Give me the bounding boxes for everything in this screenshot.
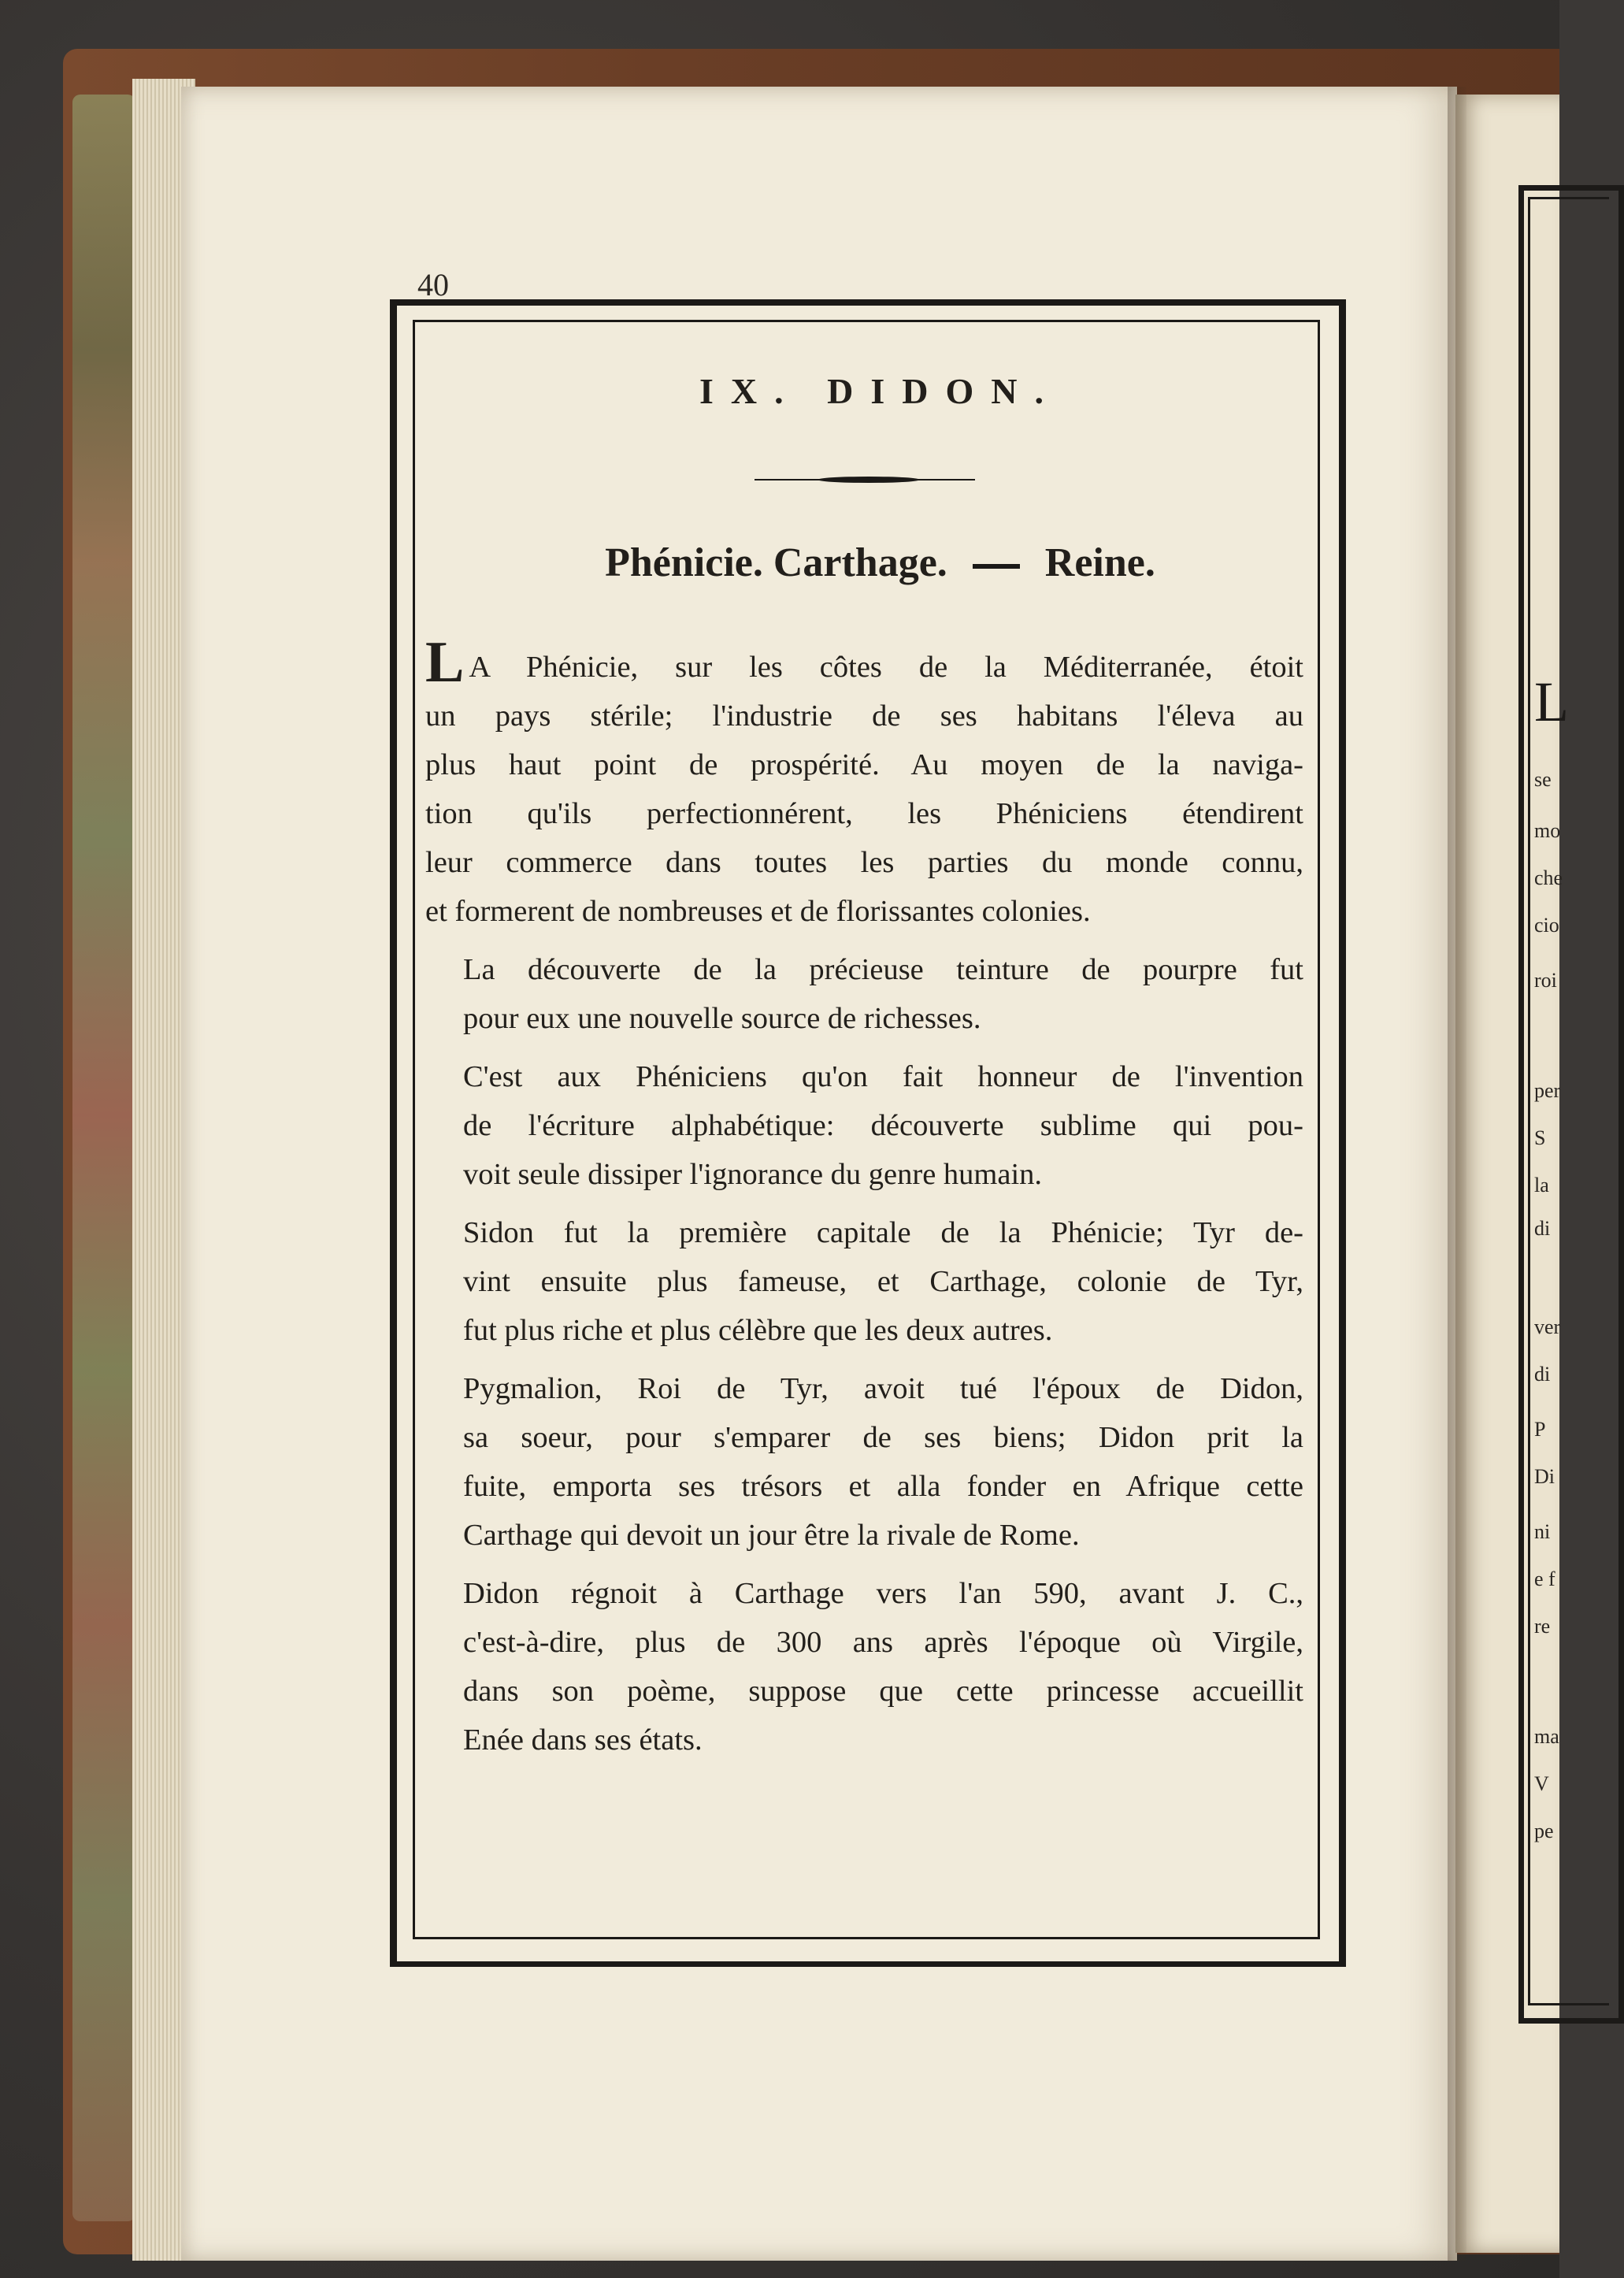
facing-page-fragment: e f bbox=[1534, 1568, 1555, 1590]
facing-page-fragment: re bbox=[1534, 1615, 1551, 1638]
facing-page-fragment: V bbox=[1534, 1772, 1549, 1795]
text-line: et formerent de nombreuses et de florissantes colonies. bbox=[425, 895, 1091, 928]
page-number: 40 bbox=[417, 267, 449, 302]
paragraph bbox=[425, 1052, 1303, 1199]
facing-page-fragment: ma bbox=[1534, 1725, 1559, 1748]
text-line: vint ensuite plus fameuse, et Carthage, colonie de Tyr, bbox=[463, 1265, 1303, 1298]
text-line: plus haut point de prospérité. Au moyen de la naviga- bbox=[425, 748, 1303, 781]
body-text bbox=[425, 630, 1303, 1764]
text-line: un pays stérile; l'industrie de ses habitans l'éleva au bbox=[425, 699, 1303, 733]
text-line: Pygmalion, Roi de Tyr, avoit tué l'époux de Didon, bbox=[463, 1372, 1303, 1405]
facing-page-fragment: per bbox=[1534, 1079, 1561, 1102]
text-line: dans son poème, suppose que cette princesse accueillit bbox=[463, 1675, 1303, 1708]
facing-page-fragment: di bbox=[1534, 1363, 1551, 1386]
text-line: c'est-à-dire, plus de 300 ans après l'époque où Virgile, bbox=[463, 1626, 1303, 1659]
subtitle-role: Reine. bbox=[1044, 540, 1155, 585]
paragraph bbox=[425, 1569, 1303, 1764]
facing-page-dropcap: L bbox=[1534, 670, 1569, 733]
text-line: pour eux une nouvelle source de richesses. bbox=[463, 1002, 981, 1035]
facing-page-fragment: pe bbox=[1534, 1820, 1554, 1842]
facing-page-fragment: Di bbox=[1534, 1465, 1555, 1488]
text-line-rest: A Phénicie, sur les côtes de la Méditerranée, étoit bbox=[469, 651, 1303, 684]
facing-page-fragment: di bbox=[1534, 1217, 1551, 1240]
facing-page-fragment: la bbox=[1534, 1174, 1549, 1197]
drop-cap: L bbox=[425, 630, 465, 695]
facing-page-fragment: mo bbox=[1534, 819, 1561, 842]
subtitle-places: Phénicie. Carthage. bbox=[605, 540, 947, 585]
text-line: La découverte de la précieuse teinture de pourpre fut bbox=[463, 953, 1303, 986]
text-line: voit seule dissiper l'ignorance du genre humain. bbox=[463, 1158, 1043, 1191]
paragraph bbox=[425, 1364, 1303, 1560]
text-line: Sidon fut la première capitale de la Phénicie; Tyr de- bbox=[463, 1216, 1303, 1249]
text-line: sa soeur, pour s'emparer de ses biens; Didon prit la bbox=[463, 1421, 1303, 1454]
marbled-spine bbox=[72, 95, 135, 2221]
facing-page-fragment: che bbox=[1534, 866, 1563, 889]
text-line: Didon régnoit à Carthage vers l'an 590, avant J. C., bbox=[463, 1577, 1303, 1610]
paragraph bbox=[425, 1208, 1303, 1355]
text-block bbox=[425, 370, 1303, 1774]
text-line bbox=[425, 630, 1303, 695]
text-line: tion qu'ils perfectionnérent, les Phéniciens étendirent bbox=[425, 797, 1303, 830]
facing-page-fragment: ver bbox=[1534, 1315, 1561, 1338]
gutter-shadow bbox=[1448, 87, 1466, 2261]
paragraph bbox=[425, 945, 1303, 1043]
chapter-title: IX. DIDON. bbox=[699, 371, 1061, 411]
subtitle-dash bbox=[973, 564, 1020, 569]
facing-page-fragment: P bbox=[1534, 1418, 1546, 1441]
text-line: C'est aux Phéniciens qu'on fait honneur de l'invention bbox=[463, 1060, 1303, 1093]
facing-page-fragment: S bbox=[1534, 1126, 1546, 1149]
subtitle bbox=[425, 540, 1303, 586]
text-line: leur commerce dans toutes les parties du monde connu, bbox=[425, 846, 1303, 879]
facing-page-fragment: roi bbox=[1534, 969, 1557, 992]
text-line: fuite, emporta ses trésors et alla fonder en Afrique cette bbox=[463, 1470, 1303, 1503]
text-line: Carthage qui devoit un jour être la rivale de Rome. bbox=[463, 1519, 1080, 1552]
facing-page-fragment: ni bbox=[1534, 1520, 1551, 1543]
facing-page-fragment: se bbox=[1534, 768, 1552, 791]
text-line: de l'écriture alphabétique: découverte sublime qui pou- bbox=[463, 1109, 1303, 1142]
text-line: fut plus riche et plus célèbre que les deux autres. bbox=[463, 1314, 1053, 1347]
facing-page-fragment: cio bbox=[1534, 914, 1559, 937]
ornamental-rule bbox=[755, 477, 975, 483]
paragraph bbox=[425, 630, 1303, 936]
text-line: Enée dans ses états. bbox=[463, 1723, 703, 1757]
